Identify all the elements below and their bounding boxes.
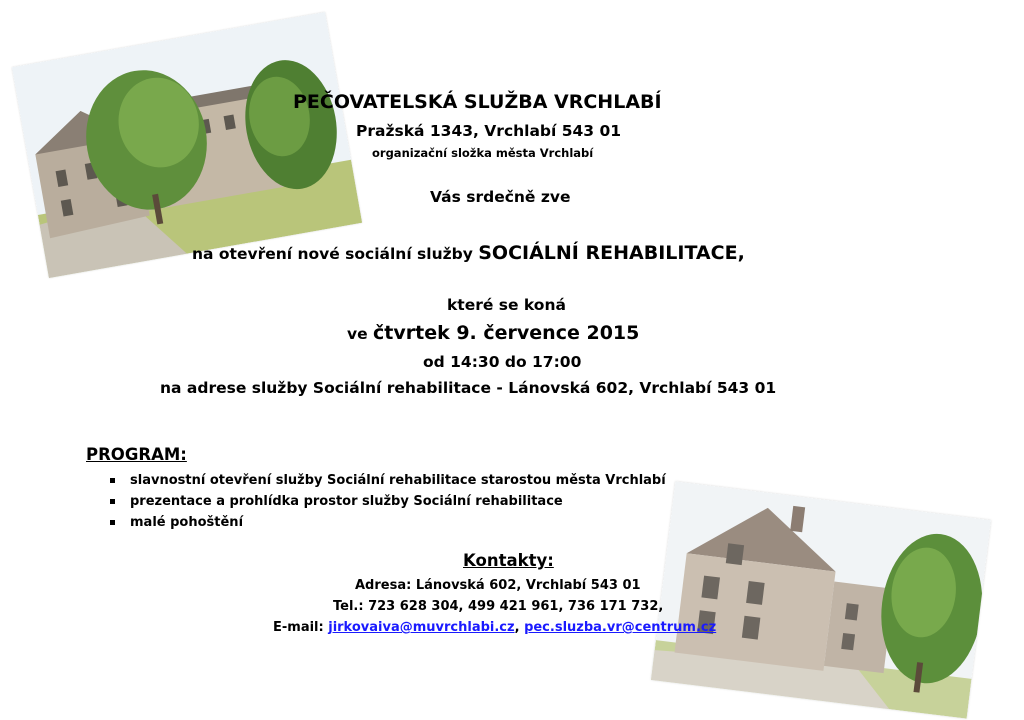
event-date-line	[347, 322, 639, 344]
program-item: slavnostní otevření služby Sociální rehabilitace starostou města Vrchlabí	[108, 470, 666, 491]
opening-prefix: na otevření nové sociální služby	[192, 245, 479, 263]
opening-line	[192, 242, 745, 264]
program-item: malé pohoštění	[108, 512, 666, 533]
contacts-heading: Kontakty:	[463, 551, 554, 570]
org-address: Pražská 1343, Vrchlabí 543 01	[356, 122, 622, 140]
email-link-1[interactable]: jirkovaiva@muvrchlabi.cz	[328, 620, 515, 635]
held-intro: které se koná	[447, 296, 566, 314]
event-venue: na adrese služby Sociální rehabilitace - Lánovská 602, Vrchlabí 543 01	[160, 379, 777, 397]
building-photo-2	[651, 481, 991, 718]
event-date: čtvrtek 9. července 2015	[373, 322, 640, 344]
org-subtitle: organizační složka města Vrchlabí	[372, 146, 594, 160]
program-item: prezentace a prohlídka prostor služby Sociální rehabilitace	[108, 491, 666, 512]
program-heading: PROGRAM:	[86, 445, 187, 464]
contact-address: Adresa: Lánovská 602, Vrchlabí 543 01	[355, 578, 641, 593]
contact-email-line	[273, 620, 716, 635]
building-photo-1	[12, 12, 362, 278]
contact-phone: Tel.: 723 628 304, 499 421 961, 736 171 732,	[333, 599, 664, 614]
org-title: PEČOVATELSKÁ SLUŽBA VRCHLABÍ	[293, 91, 662, 113]
invitation-line: Vás srdečně zve	[430, 188, 571, 206]
email-link-2[interactable]: pec.sluzba.vr@centrum.cz	[524, 620, 717, 635]
date-prefix: ve	[347, 325, 374, 343]
service-suffix: ,	[737, 242, 745, 264]
email-separator: ,	[514, 620, 525, 635]
program-list	[108, 470, 666, 533]
email-label: E-mail:	[273, 620, 329, 635]
event-time: od 14:30 do 17:00	[423, 353, 582, 371]
service-name: SOCIÁLNÍ REHABILITACE	[478, 242, 738, 264]
